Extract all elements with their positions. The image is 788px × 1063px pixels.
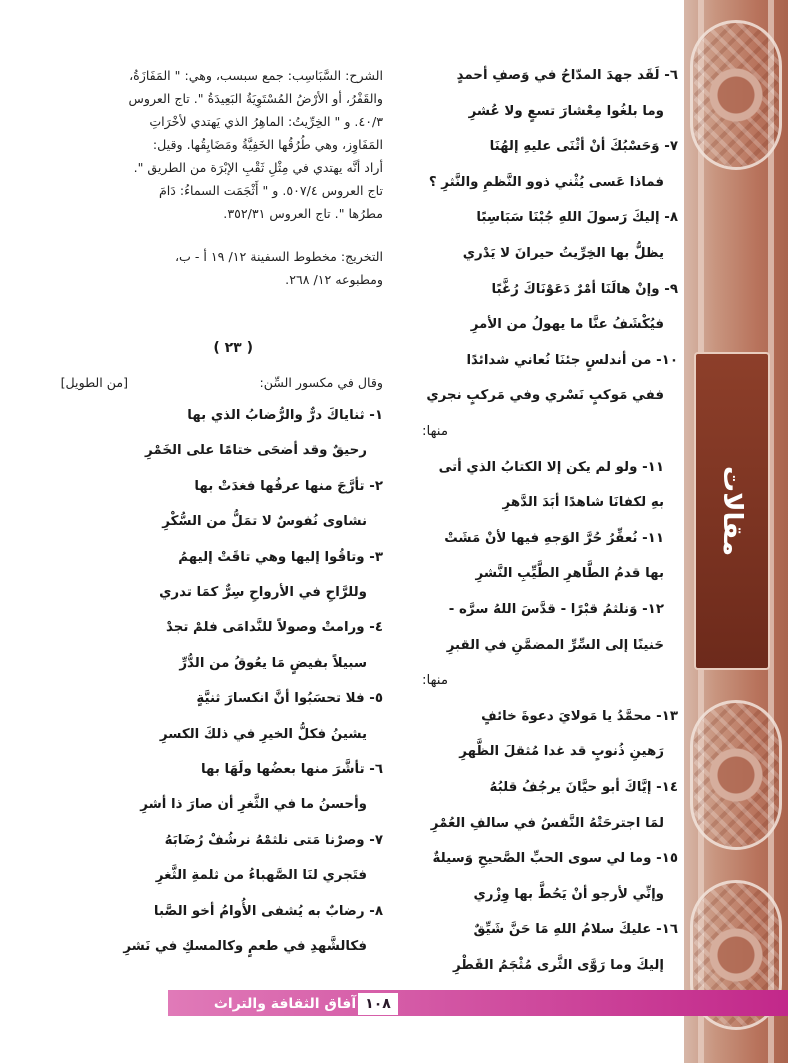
verse-line: فيُكْشَفُ عنَّا ما يهولُ من الأمرِ [470, 317, 664, 333]
verse-line: وأحسنُ ما في الثَّغرِ أن صارَ ذا أشرِ [140, 797, 367, 813]
verse-line: يشينُ فكلُّ الخيرِ في ذلكَ الكسرِ [159, 726, 367, 742]
commentary-line: ٤٠/٣. و " الخِرِّيتُ: الماهِرُ الذي يَهتدي لأخْرَاتِ [149, 114, 383, 129]
section-tab-label: مقالات [717, 465, 747, 557]
verse-line: ٣- وتاقُوا إليها وهي تاقَتْ إليهمُ [178, 549, 383, 565]
page-number: ١٠٨ [358, 993, 398, 1015]
verse-line: نشاوى نُفوسٌ لا تمَلُّ من السُّكْرِ [162, 514, 367, 530]
verse-line: وما بلغُوا مِعْشارَ تسعٍ ولا عُشرِ [468, 103, 664, 119]
verse-line: ١٥- وما لي سوى الحبِّ الصَّحيحِ وَسيلةٌ [432, 851, 678, 867]
verse-line: بهِ لكفانَا شاهدًا أبَدَ الدَّهرِ [502, 495, 664, 511]
verse-line: ١- ثناياكَ درٌّ والرُّضابُ الذي بها [187, 408, 383, 423]
verse-line: ففي مَوكبٍ نَسْري وفي مَركبٍ نجري [426, 388, 664, 404]
verse-line: ١٤- إيَّاكَ أبو حيَّانَ يرجُفُ قلبُهُ [489, 780, 678, 795]
verse-line: بها قدمُ الطَّاهرِ الطَّيِّبِ النَّشرِ [475, 566, 664, 582]
verse-line: ٦- لَقَد جهدَ المدّاحُ في وَصفِ أحمدٍ [456, 68, 678, 83]
footer-title: آفاق الثقافة والتراث [213, 996, 357, 1012]
commentary-line: تاج العروس ٥٠٧/٤. و " أَثْجَمَت السماءُ: دَامَ [158, 183, 383, 198]
verse-line: ٦- تأشَّرَ منها بعضُها ولَهَا بها [201, 762, 383, 777]
verse-line: فتَجري لنَا الصَّهباءُ من ثلمةِ الثَّغرِ [155, 868, 367, 884]
verse-line: سبيلاً بفيضٍ مَا يعُوقُ من الدُّرِّ [179, 655, 367, 671]
verse-line: وللرَّاحِ في الأرواحِ سِرٌّ كمَا تدري [159, 585, 367, 600]
verse-line: يظلُّ بها الخِرِّيتُ حيرانَ لا يَدْري [462, 246, 664, 261]
section-label: منها: [422, 673, 448, 689]
verse-line: ١٣- محمَّدُ يا مَولايَ دعوةَ خائفٍ [481, 708, 678, 724]
verse-line: ٢- تأرَّجَ منها عرفُها فغدَتْ بها [194, 478, 383, 494]
verse-line: ١٦- عليكَ سلامُ اللهِ مَا حَنَّ شَيِّقٌ [473, 922, 678, 938]
verse-line: رَهينِ ذُنوبٍ قد غدا مُثقلَ الظَّهرِ [459, 744, 664, 760]
commentary-line: أراد أنَّه يهتدي في مِثْلِ ثَقْبِ الإبْرَة من الطريق ". [133, 160, 383, 175]
commentary-line: مطرُها ". تاج العروس ٣٥٢/٣١. [223, 206, 383, 221]
verse-line: وإنِّي لأرجو أنْ يَحُطَّ بها وِزْري [473, 886, 664, 902]
verse-line: ١٢- وَنلثمُ قبْرًا - قدَّسَ اللهُ سرَّه - [448, 602, 664, 617]
section-label: منها: [422, 424, 448, 439]
verse-line: حَنينًا إلى السِّرِّ المضمَّنِ في القبرِ [446, 637, 664, 653]
verse-line: ٨- رضابٌ به يُشفى الأُوامُ أخو الصَّبا [153, 903, 383, 919]
verse-line: ١٠- من أندلسٍ جئنَا نُعاني شدائدًا [466, 352, 678, 368]
poem-meter: [من الطويل] [60, 375, 128, 390]
verse-line: ١١- نُعفِّرُ حُرَّ الوَجهِ فيها لأنْ مَشَتْ [444, 530, 664, 546]
ornament-medallion [690, 20, 782, 170]
poem-number: ( ٢٣ ) [213, 340, 253, 356]
verse-line: ١١- ولو لم يكن إلا الكتابُ الذي أتى [438, 459, 664, 475]
takhrij-line: التخريج: مخطوط السفينة ١٢/ ١٩ أ - ب، [174, 249, 383, 264]
verse-line: ٧- وَحَسْبُكَ أنْ أثْنَى عليهِ إلهُنَا [489, 139, 678, 155]
verse-line: لمَا اجترحَتْهُ النَّفسُ في سالفِ العُمْرِ [430, 815, 664, 831]
verse-line: ٧- وصرْنا مَتى نلثمْهُ نرشُفْ رُضَابَهُ [164, 832, 383, 848]
section-tab-label-wrap [694, 352, 770, 670]
verse-line: ٤- ورامتْ وصولاً للنَّدامَى فلمْ تجدْ [165, 620, 383, 636]
commentary-line: الشرح: السَّبَاسِب: جمع سبسب، وهي: " المَفَازَةُ، [129, 68, 383, 83]
verse-line: رحيقٌ وقد أضحَى ختامًا على الخَمْرِ [145, 443, 367, 459]
poem-intro: وقال في مكسور السِّن: [259, 375, 383, 390]
verse-line: فكالشَّهدِ في طعمٍ وكالمسكِ في نَشرِ [123, 939, 367, 954]
commentary-line: المَفَاوِز، وهي طُرُقُها الخَفِيَّةُ ومَضَايِقُها. وقيل: [152, 137, 383, 152]
commentary-line: والقَفْرُ، أو الأرْضُ المُسْتَوِيَةُ البَعِيدَةُ ". تاج العروس [128, 91, 383, 106]
takhrij-line: ومطبوعه ١٢/ ٢٦٨. [285, 272, 383, 287]
verse-line: ٩- وإنْ هالَنَا أمْرٌ دَعَوْنَاكَ رُغَّبًا [491, 281, 678, 297]
verse-line: فماذا عَسى يُثْني ذوو النَّظمِ والنَّثرِ ؟ [428, 174, 664, 190]
verse-line: ٨- إليكَ رَسولَ اللهِ جُبْنَا سَبَاسِبًا [476, 210, 678, 226]
verse-line: ٥- فلا تحسَبُوا أنَّ انكسارَ ثنيَّةٍ [196, 691, 383, 707]
verse-line: إليكَ وما رَوَّى الثَّرى مُثْجَمُ القَطْرِ [452, 958, 664, 973]
ornament-medallion [690, 700, 782, 850]
